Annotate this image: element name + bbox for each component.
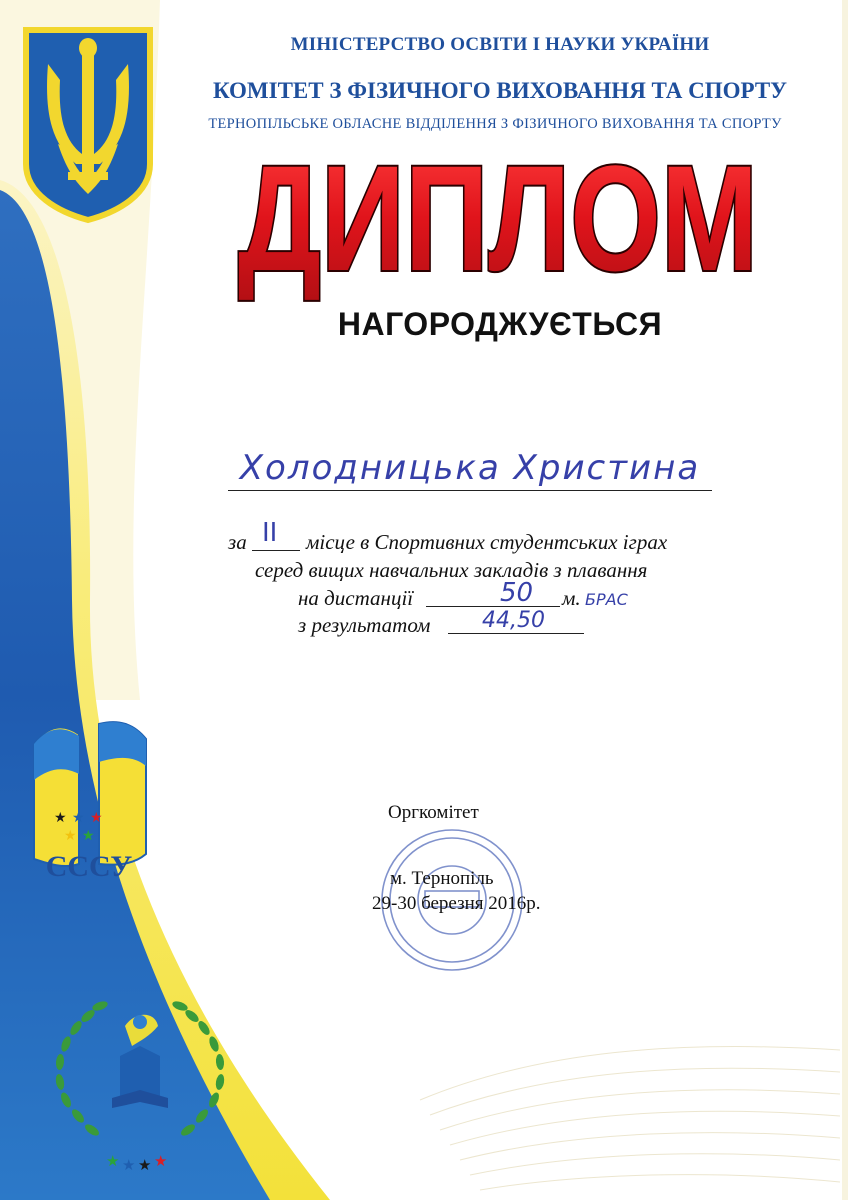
distance-value: 50 (500, 578, 534, 608)
award-place-suffix: місце в Спортивних студентських іграх (306, 530, 668, 554)
svg-text:★: ★ (90, 810, 103, 826)
svg-text:★: ★ (122, 1156, 136, 1174)
result-label: з результатом (298, 613, 431, 637)
place-blank (252, 550, 300, 551)
sssu-logo-icon (24, 714, 154, 894)
result-blank (448, 633, 584, 634)
result-value: 44,50 (482, 608, 545, 633)
committee-title: КОМІТЕТ З ФІЗИЧНОГО ВИХОВАННЯ ТА СПОРТУ (212, 78, 788, 103)
svg-text:★: ★ (82, 828, 95, 844)
distance-blank (426, 606, 560, 607)
svg-text:★: ★ (154, 1152, 168, 1170)
svg-text:★: ★ (106, 1152, 120, 1170)
award-place: II (262, 518, 278, 548)
award-line-2: серед вищих навчальних закладів з плавання (255, 558, 648, 582)
award-prefix: за (228, 530, 247, 554)
wreath-emblem-icon (40, 986, 240, 1186)
diploma-title: ДИПЛОМ (238, 134, 758, 302)
svg-text:★: ★ (64, 828, 77, 844)
sssu-text: СССУ (45, 850, 133, 883)
stroke-type: БРАС (585, 590, 628, 609)
distance-label: на дистанції (298, 586, 414, 610)
svg-text:★: ★ (54, 810, 67, 826)
event-dates: 29-30 березня 2016р. (372, 893, 541, 914)
organizing-committee: Оргкомітет (388, 802, 479, 823)
svg-text:★: ★ (72, 810, 85, 826)
regional-department: ТЕРНОПІЛЬСЬКЕ ОБЛАСНЕ ВІДДІЛЕННЯ З ФІЗИЧНОГО ВИХОВАННЯ ТА СПОРТУ (208, 116, 782, 132)
recipient-name: Холодницька Христина (239, 448, 701, 488)
awarded-label: НАГОРОДЖУЄТЬСЯ (337, 306, 663, 342)
distance-unit: м. (562, 586, 581, 610)
city: м. Тернопіль (390, 868, 494, 889)
ministry-title: МІНІСТЕРСТВО ОСВІТИ І НАУКИ УКРАЇНИ (290, 34, 710, 55)
coat-of-arms-icon (18, 24, 158, 224)
svg-text:★: ★ (138, 1156, 152, 1174)
diploma-title-graphic (228, 134, 768, 302)
name-underline (228, 490, 712, 491)
